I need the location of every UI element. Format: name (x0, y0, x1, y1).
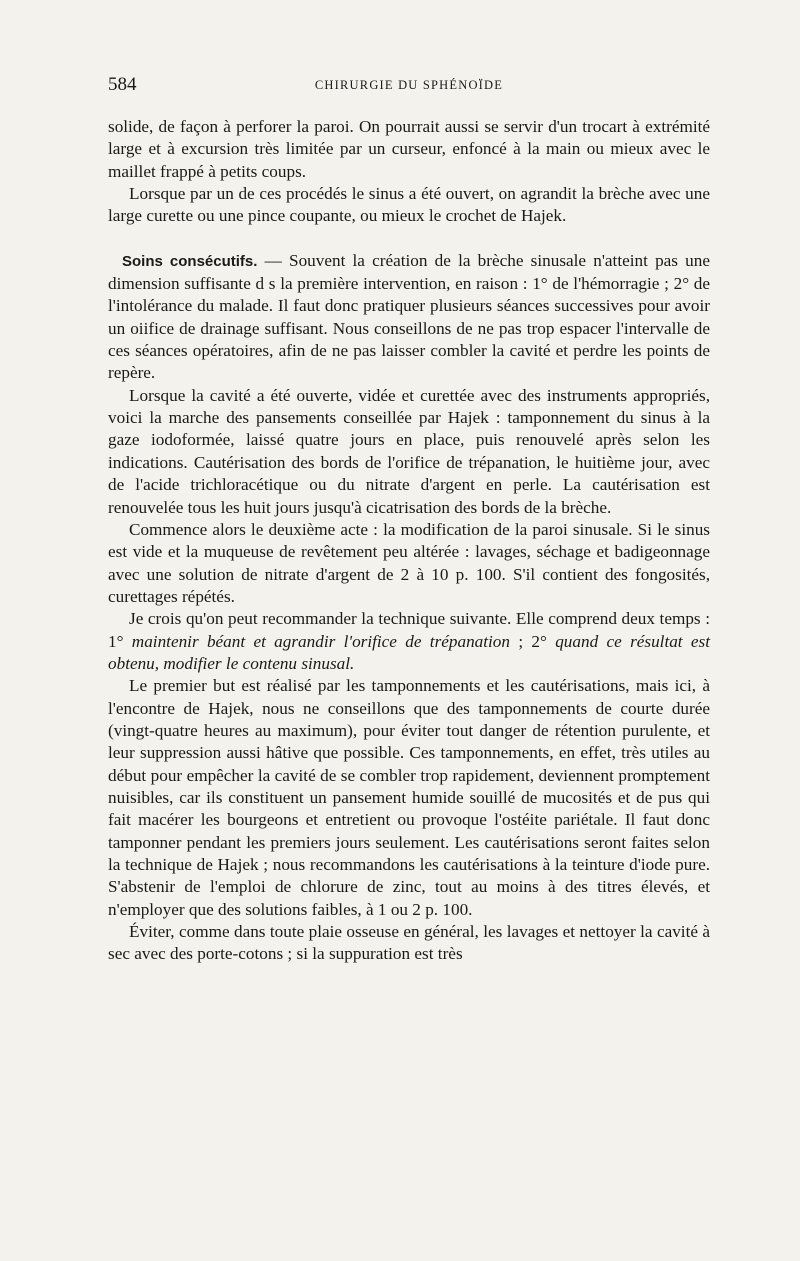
section-heading: Soins consécutifs. (122, 252, 258, 270)
running-title: CHIRURGIE DU SPHÉNOÏDE (314, 78, 504, 92)
paragraph-text: — Souvent la création de la brèche sinusale n'atteint pas une dimension suffisante d s la première intervention, en raison : 1° de l'hémorragie ; 2° de l'intolérance du malade. Il faut donc pratiquer plusieurs séances successives pour avoir un oiifice de drainage suffisant. Nous conseillons de ne pas trop espacer l'intervalle de ces séances opératoires, afin de ne pas laisser combler la cavité et perdre les points de repère. (108, 250, 710, 383)
paragraph-text: ; 2° (510, 631, 556, 651)
italic-phrase: maintenir béant et agrandir l'orifice de trépanation (131, 631, 510, 651)
paragraph-pansements: Lorsque la cavité a été ouverte, vidée et curettée avec des instruments appropriés, voici la marche des pansements conseillée par Hajek : tamponnement du sinus à la gaze iodoformée, laissé quatre jours en place, puis renouvelé après selon les indications. Cautérisation des bords de l'orifice de trépanation, le huitième jour, avec de l'acide trichloracétique ou du nitrate d'argent en perle. La cautérisation est renouvelée tous les huit jours jusqu'à cicatrisation des bords de la brèche. (108, 385, 710, 517)
paragraph-soins-consecutifs (108, 250, 710, 385)
page-header (108, 74, 710, 98)
page-number: 584 (108, 74, 137, 95)
paragraph-brèche: Lorsque par un de ces procédés le sinus a été ouvert, on agrandit la brèche avec une large curette ou une pince coupante, ou mieux le crochet de Hajek. (108, 184, 710, 226)
paragraph-text: Je crois qu'on peut recommander la technique suivante. Elle comprend deux temps : 1° (108, 609, 710, 651)
paragraph-technique (108, 608, 710, 675)
italic-phrase: quand ce résultat est obtenu, modifier le contenu sinusal. (108, 631, 710, 673)
paragraph-premier-but: Le premier but est réalisé par les tamponnements et les cautérisations, mais ici, à l'encontre de Hajek, nous ne conseillons que des tamponnements de courte durée (vingt-quatre heures au maximum), pour éviter tout danger de rétention purulente, et leur suppression aussi hâtive que possible. Ces tamponnements, en effet, très utiles au début pour empêcher la cavité de se combler trop rapidement, deviennent promptement nuisibles, car ils constituent un pansement humide souillé de mucosités et de pus qui fait macérer les bourgeons et entretient ou provoque l'ostéite pariétale. Il faut donc tamponner pendant les premiers jours seulement. Les cautérisations seront faites selon la technique de Hajek ; nous recommandons les cautérisations à la teinture d'iode pure. S'abstenir de l'emploi de chlorure de zinc, tout au moins à des titres élevés, et n'employer que des solutions faibles, à 1 ou 2 p. 100. (108, 676, 710, 919)
paragraph-continuation: solide, de façon à perforer la paroi. On pourrait aussi se servir d'un trocart à extrémité large et à excursion très limitée par un curseur, enfoncé à la main ou mieux avec le maillet frappé à petits coups. (108, 117, 710, 181)
paragraph-eviter: Éviter, comme dans toute plaie osseuse en général, les lavages et nettoyer la cavité à sec avec des porte-cotons ; si la suppuration est très (108, 922, 710, 964)
paragraph-deuxieme-acte: Commence alors le deuxième acte : la modification de la paroi sinusale. Si le sinus est vide et la muqueuse de revêtement peu altérée : lavages, séchage et badigeonnage avec une solution de nitrate d'argent de 2 à 10 p. 100. S'il contient des fongosités, curettages répétés. (108, 519, 710, 606)
body-text (108, 116, 710, 966)
